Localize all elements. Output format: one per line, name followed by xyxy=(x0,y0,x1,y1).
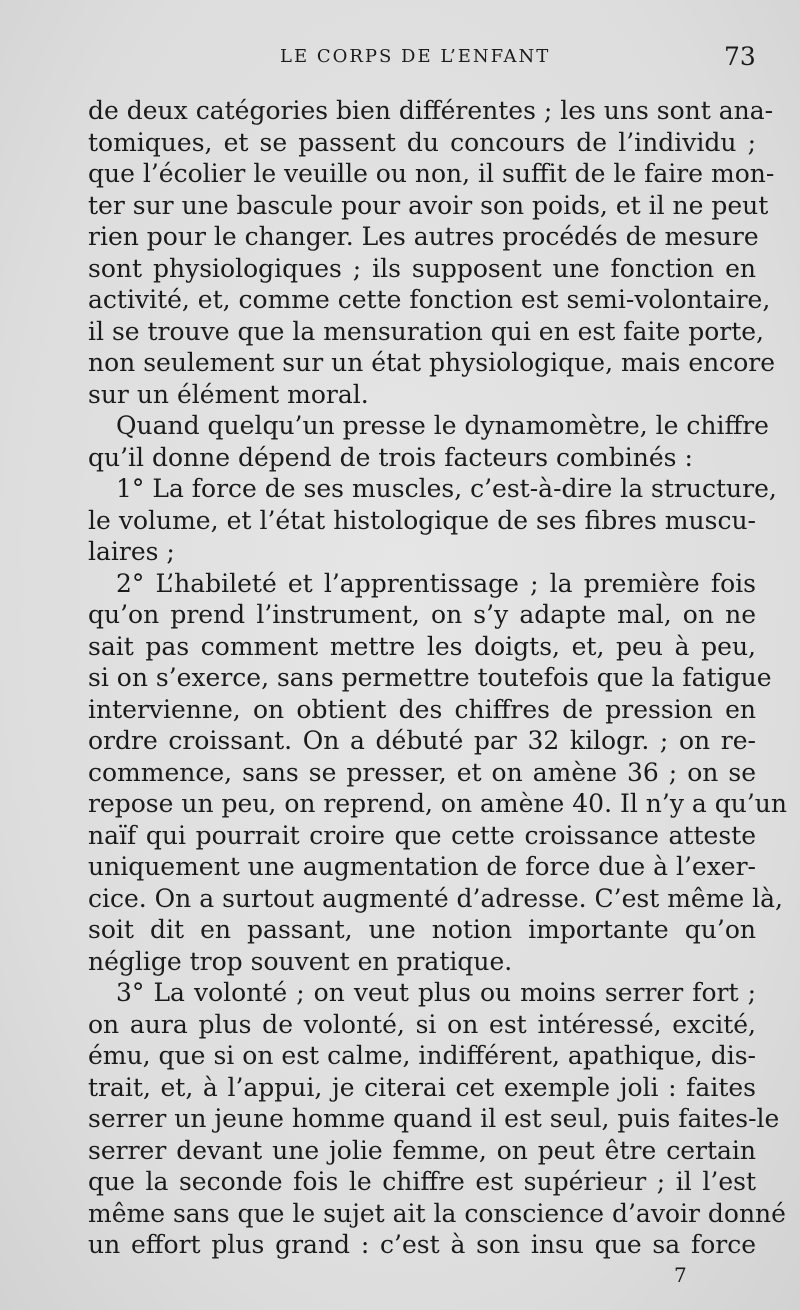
text-line: serrer devant une jolie femme, on peut être certain xyxy=(88,1135,756,1165)
running-head xyxy=(0,44,800,74)
text-line: activité, et, comme cette fonction est semi-volontaire, xyxy=(88,285,771,314)
text-line: cice. On a surtout augmenté d’adresse. C’est même là, xyxy=(88,883,783,913)
text-line: sur un élément moral. xyxy=(88,379,369,409)
text-line: sont physiologiques ; ils supposent une fonction en xyxy=(88,253,756,283)
text-line: de deux catégories bien différentes ; les uns sont ana- xyxy=(88,96,774,125)
text-line: trait, et, à l’appui, je citerai cet exemple joli : faites xyxy=(88,1072,756,1102)
text-line: même sans que le sujet ait la conscience d’avoir donné xyxy=(88,1198,786,1228)
text-line: repose un peu, on reprend, on amène 40. Il n’y a qu’un xyxy=(88,789,787,818)
body-text xyxy=(88,95,787,1261)
signature-mark: 7 xyxy=(674,1263,687,1287)
text-line: laires ; xyxy=(88,537,175,566)
text-line: naïf qui pourrait croire que cette croissance atteste xyxy=(88,820,756,850)
text-line: un effort plus grand : c’est à son insu que sa force xyxy=(88,1230,756,1259)
text-line: que la seconde fois le chiffre est supérieur ; il l’est xyxy=(88,1167,756,1196)
text-line: 2° L’habileté et l’apprentissage ; la première fois xyxy=(116,568,756,598)
text-line: ordre croissant. On a débuté par 32 kilogr. ; on re- xyxy=(88,726,756,755)
text-line: ter sur une bascule pour avoir son poids, et il ne peut xyxy=(88,190,769,220)
text-line: si on s’exerce, sans permettre toutefois que la fatigue xyxy=(88,663,772,692)
text-line: sait pas comment mettre les doigts, et, peu à peu, xyxy=(88,631,756,661)
text-line: serrer un jeune homme quand il est seul, puis faites-le xyxy=(88,1104,780,1133)
text-line: il se trouve que la mensuration qui en est faite porte, xyxy=(88,316,764,346)
text-line: uniquement une augmentation de force due à l’exer- xyxy=(88,852,756,881)
running-title: LE CORPS DE L’ENFANT xyxy=(280,46,551,67)
text-line: non seulement sur un état physiologique, mais encore xyxy=(88,348,776,377)
text-line: le volume, et l’état histologique de ses fibres muscu- xyxy=(88,505,756,535)
text-line: rien pour le changer. Les autres procédés de mesure xyxy=(88,222,759,251)
text-line: tomiques, et se passent du concours de l’individu ; xyxy=(88,127,756,157)
text-line: intervienne, on obtient des chiffres de pression en xyxy=(88,694,756,724)
text-line: on aura plus de volonté, si on est intéressé, excité, xyxy=(88,1009,756,1039)
text-line: Quand quelqu’un presse le dynamomètre, le chiffre xyxy=(116,411,769,440)
text-line: que l’écolier le veuille ou non, il suffit de le faire mon- xyxy=(88,159,775,188)
text-line: 1° La force de ses muscles, c’est-à-dire la structure, xyxy=(116,474,777,503)
text-line: néglige trop souvent en pratique. xyxy=(88,946,513,976)
text-line: qu’on prend l’instrument, on s’y adapte mal, on ne xyxy=(88,600,756,629)
page-number: 73 xyxy=(724,42,756,71)
text-line: soit dit en passant, une notion importante qu’on xyxy=(88,915,756,944)
text-line: qu’il donne dépend de trois facteurs combinés : xyxy=(88,442,693,472)
text-line: commence, sans se presser, et on amène 36 ; on se xyxy=(88,757,756,787)
text-line: ému, que si on est calme, indifférent, apathique, dis- xyxy=(88,1041,756,1070)
text-line: 3° La volonté ; on veut plus ou moins serrer fort ; xyxy=(116,978,756,1007)
